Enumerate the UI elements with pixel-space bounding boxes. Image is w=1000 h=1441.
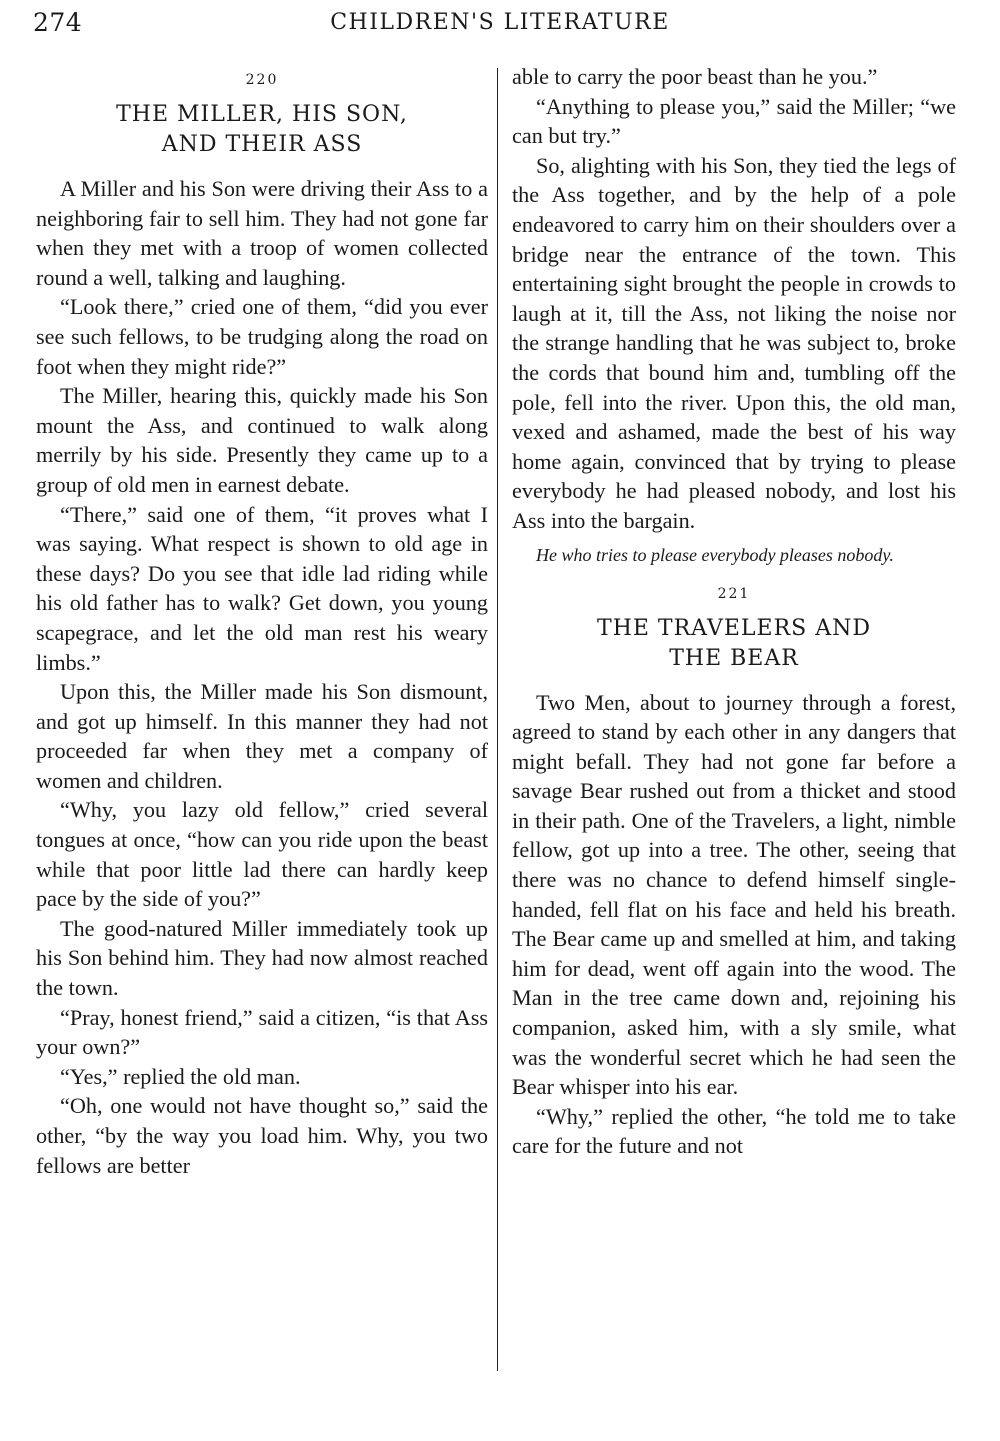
fable-number: 221 bbox=[717, 585, 751, 602]
fable-moral: He who tries to please everybody pleases nobody. bbox=[536, 544, 894, 565]
running-title: CHILDREN'S LITERATURE bbox=[330, 10, 670, 35]
fable-number: 220 bbox=[245, 72, 279, 88]
fable-title-line: AND THEIR ASS bbox=[161, 132, 363, 157]
paragraph: “Why,” replied the other, “he told me to take care for the future and not bbox=[512, 1103, 956, 1159]
paragraph: Upon this, the Miller made his Son dismount, and got up himself. In this manner they had not proceeded far when they met a company of women and children. bbox=[36, 679, 488, 793]
paragraph: So, alighting with his Son, they tied the legs of the Ass together, and by the help of a pole endeavored to carry him on their shoulders over a bridge near the entrance of the town. This entertaining sight brought the people in crowds to laugh at it, till the Ass, not liking the noise nor the strange handling that he was subject to, broke the cords that bound him and, tumbling off the pole, fell into the river. Upon this, the old man, vexed and ashamed, made the best of his way home again, convinced that by trying to please everybody he had pleased nobody, and lost his Ass into the bargain. bbox=[512, 152, 956, 533]
fable-title-line: THE BEAR bbox=[669, 645, 799, 671]
paragraph: “Look there,” cried one of them, “did you ever see such fellows, to be trudging along the road on foot when they might ride?” bbox=[36, 294, 488, 379]
paragraph: “Pray, honest friend,” said a citizen, “is that Ass your own?” bbox=[36, 1004, 488, 1060]
paragraph: The good-natured Miller immediately took up his Son behind him. They had now almost reached the town. bbox=[36, 915, 488, 1001]
fable-221 bbox=[512, 586, 956, 1162]
fable-title bbox=[512, 614, 956, 674]
paragraph: “Yes,” replied the old man. bbox=[60, 1063, 301, 1089]
left-column bbox=[36, 62, 488, 1421]
column-rule bbox=[497, 68, 498, 1371]
page-number: 274 bbox=[33, 8, 83, 37]
paragraph: “Why, you lazy old fellow,” cried several tongues at once, “how can you ride upon the beast while that poor little lad there can hardly keep pace by the side of you?” bbox=[36, 797, 488, 912]
paragraph: Two Men, about to journey through a forest, agreed to stand by each other in any dangers that might befall. They had not gone far before a savage Bear rushed out from a thicket and stood in their path. One of the Travelers, a light, nimble fellow, got up into a tree. The other, seeing that there was no chance to defend himself single-handed, fell flat on his face and held his breath. The Bear came up and smelled at him, and taking him for dead, went off again into the wood. The Man in the tree came down and, rejoining his companion, asked him, with a sly smile, what was the wonderful secret which he had seen the Bear whisper into his ear. bbox=[512, 689, 956, 1100]
right-column bbox=[512, 62, 956, 1421]
paragraph-continuation: able to carry the poor beast than he you.” bbox=[512, 64, 878, 89]
paragraph: “Anything to please you,” said the Miller; “we can but try.” bbox=[512, 93, 956, 149]
paragraph: “There,” said one of them, “it proves what I was saying. What respect is shown to old age in these days? Do you see that idle lad riding while his old father has to walk? Get down, you young scapegrace, and let the old man rest his weary limbs.” bbox=[36, 501, 488, 675]
running-head bbox=[0, 4, 1000, 44]
paragraph: A Miller and his Son were driving their Ass to a neighboring fair to sell him. They had not gone far when they met with a troop of women collected round a well, talking and laughing. bbox=[36, 176, 488, 290]
paragraph: “Oh, one would not have thought so,” said the other, “by the way you load him. Why, you two fellows are better bbox=[36, 1093, 488, 1178]
fable-title-line: THE MILLER, HIS SON, bbox=[116, 102, 408, 127]
fable-title bbox=[36, 100, 488, 160]
paragraph: The Miller, hearing this, quickly made his Son mount the Ass, and continued to walk along merrily by his side. Presently they came up to a group of old men in earnest debate. bbox=[36, 383, 488, 497]
fable-title-line: THE TRAVELERS AND bbox=[597, 615, 871, 641]
